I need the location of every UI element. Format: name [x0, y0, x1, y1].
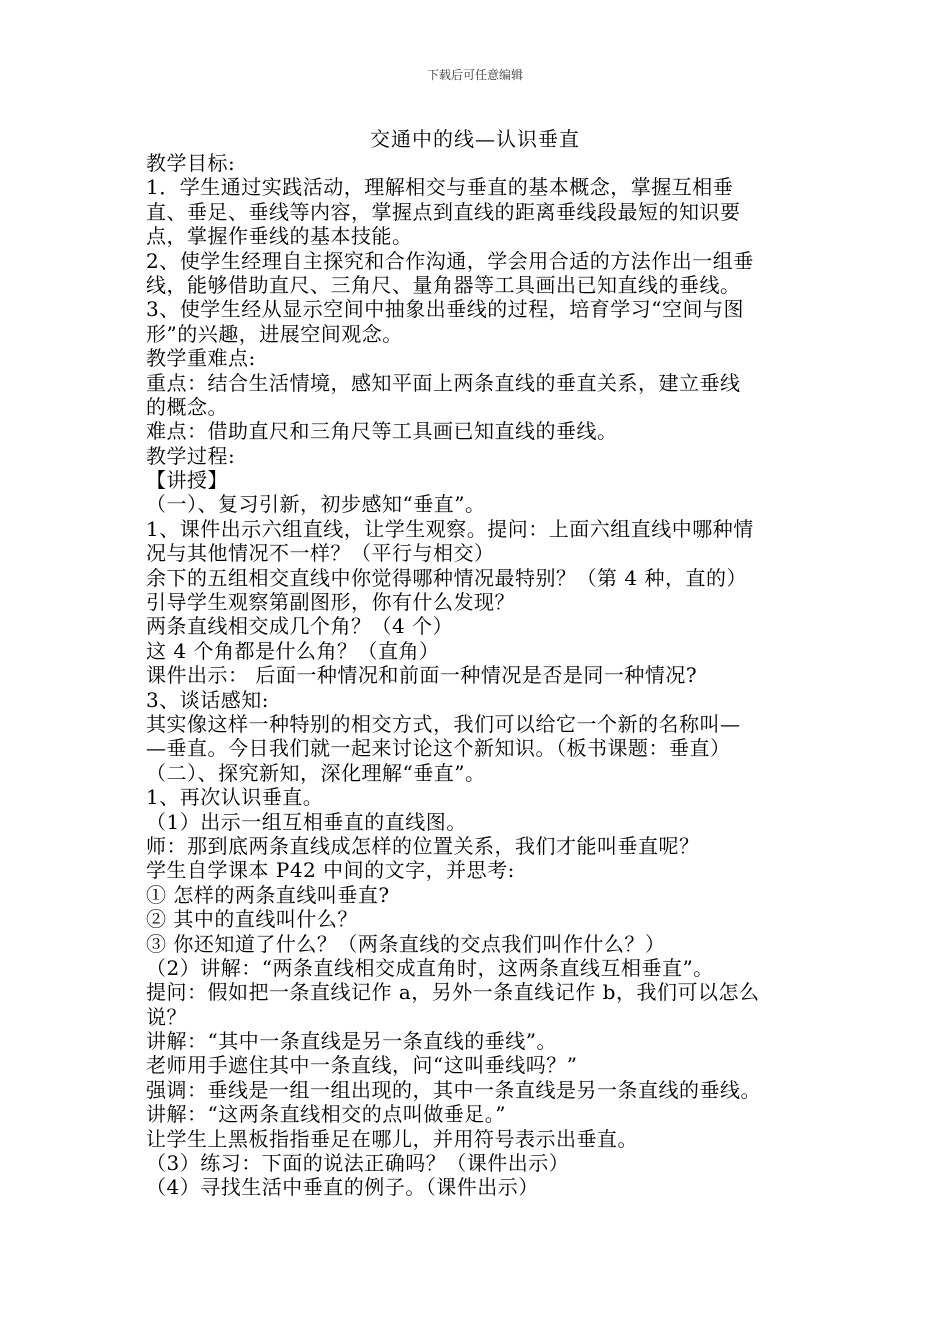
- text-line: —垂直。今日我们就一起来讨论这个新知识。（板书课题：垂直）: [146, 736, 731, 761]
- text-line: 3、谈话感知:: [146, 687, 269, 712]
- text-line: 1、课件出示六组直线，让学生观察。提问：上面六组直线中哪种情: [146, 516, 754, 541]
- text-line: 难点：借助直尺和三角尺等工具画已知直线的垂线。: [146, 419, 618, 444]
- text-line: ① 怎样的两条直线叫垂直?: [146, 882, 390, 907]
- text-line: 3、使学生经从显示空间中抽象出垂线的过程，培育学习“空间与图: [146, 297, 744, 322]
- text-line: 学生自学课本 P42 中间的文字，并思考:: [146, 858, 515, 883]
- text-line: （4）寻找生活中垂直的例子。（课件出示）: [146, 1175, 539, 1200]
- text-line: 教学目标:: [146, 151, 236, 175]
- text-line: 的概念。: [146, 394, 228, 419]
- text-line: 这 4 个角都是什么角？（直角）: [146, 638, 440, 663]
- text-line: 教学过程:: [146, 443, 236, 468]
- text-line: 讲解：“其中一条直线是另一条直线的垂线”。: [146, 1029, 557, 1054]
- text-line: （3）练习：下面的说法正确吗？（课件出示）: [146, 1151, 570, 1176]
- text-line: 2、使学生经理自主探究和合作沟通，学会用合适的方法作出一组垂: [146, 248, 754, 273]
- text-line: 线，能够借助直尺、三角尺、量角器等工具画出已知直线的垂线。: [146, 272, 741, 297]
- text-line: ② 其中的直线叫什么？: [146, 907, 358, 932]
- text-line: 说？: [146, 1004, 187, 1029]
- text-line: （一）、复习引新，初步感知“垂直”。: [146, 492, 486, 517]
- text-line: （二）、探究新知，深化理解“垂直”。: [146, 760, 486, 785]
- text-line: 重点：结合生活情境，感知平面上两条直线的垂直关系，建立垂线: [146, 370, 741, 395]
- text-line: 老师用手遮住其中一条直线，问“这叫垂线吗？”: [146, 1053, 578, 1078]
- text-line: 1、再次认识垂直。: [146, 785, 324, 810]
- watermark-text: 下载后可任意编辑: [426, 68, 523, 82]
- text-line: 1．学生通过实践活动，理解相交与垂直的基本概念，掌握互相垂: [146, 175, 734, 200]
- text-line: 讲解：“这两条直线相交的点叫做垂足。”: [146, 1102, 506, 1127]
- text-line: 提问：假如把一条直线记作 a，另外一条直线记作 b，我们可以怎么: [146, 980, 760, 1005]
- text-line: 两条直线相交成几个角？（4 个）: [146, 614, 454, 639]
- text-line: 课件出示： 后面一种情况和前面一种情况是否是同一种情况?: [146, 663, 698, 688]
- text-line: 强调：垂线是一组一组出现的，其中一条直线是另一条直线的垂线。: [146, 1077, 761, 1102]
- document-title: 交通中的线—认识垂直: [370, 127, 580, 151]
- text-line: ③ 你还知道了什么？（两条直线的交点我们叫作什么？）: [146, 931, 666, 956]
- document-body: [146, 151, 806, 1200]
- text-line: 【讲授】: [146, 468, 228, 493]
- text-line: （1）出示一组互相垂直的直线图。: [146, 809, 467, 834]
- text-line: 余下的五组相交直线中你觉得哪种情况最特别？（第 4 种，直的）: [146, 565, 747, 590]
- text-line: 点，掌握作垂线的基本技能。: [146, 224, 413, 249]
- text-line: 况与其他情况不一样？（平行与相交）: [146, 541, 495, 566]
- text-line: 让学生上黑板指指垂足在哪儿，并用符号表示出垂直。: [146, 1126, 638, 1151]
- text-line: 其实像这样一种特别的相交方式，我们可以给它一个新的名称叫—: [146, 711, 741, 736]
- text-line: 形”的兴趣，进展空间观念。: [146, 321, 403, 346]
- text-line: 教学重难点:: [146, 346, 256, 371]
- text-line: （2）讲解：“两条直线相交成直角时，这两条直线互相垂直”。: [146, 955, 714, 980]
- text-line: 引导学生观察第副图形，你有什么发现？: [146, 590, 515, 615]
- text-line: 直、垂足、垂线等内容，掌握点到直线的距离垂线段最短的知识要: [146, 199, 741, 224]
- text-line: 师：那到底两条直线成怎样的位置关系，我们才能叫垂直呢？: [146, 833, 700, 858]
